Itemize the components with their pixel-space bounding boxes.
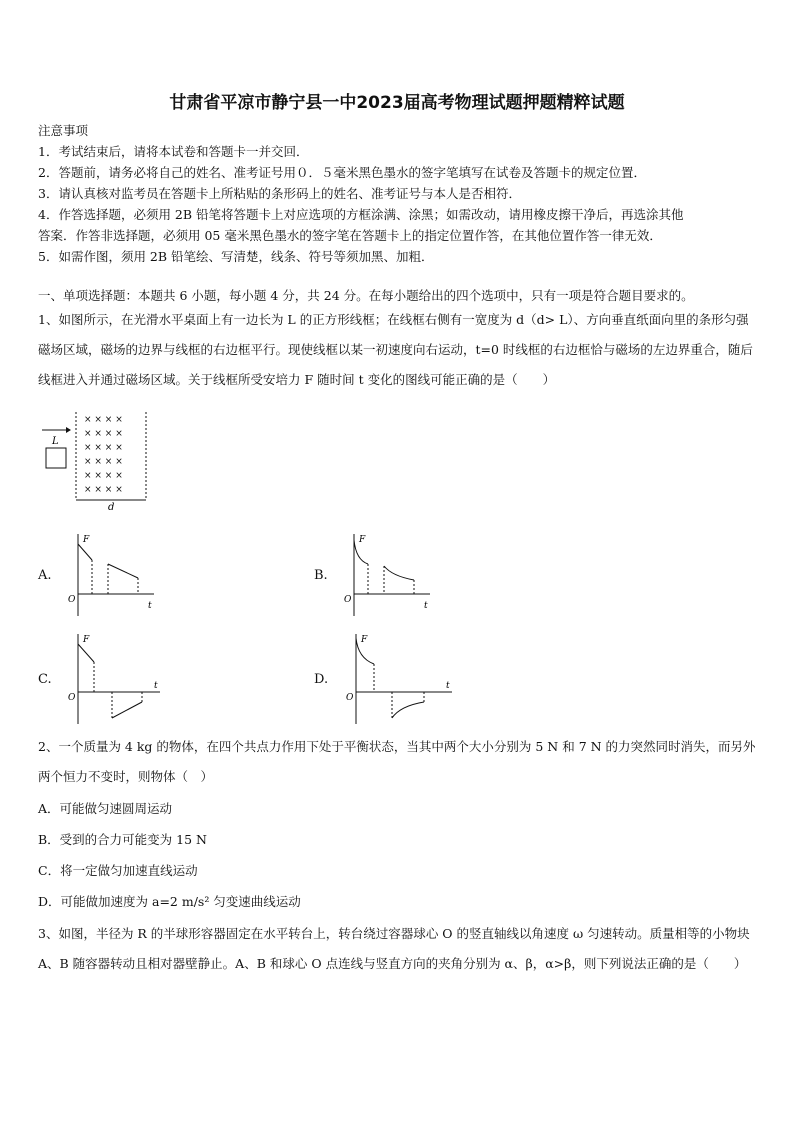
notes-item-5: 5．如需作图，须用 2B 铅笔绘、写清楚，线条、符号等须加黑、加粗． <box>38 249 434 264</box>
question-2-option-c: C．将一定做匀加速直线运动 <box>38 863 198 878</box>
option-c-label: C. <box>38 672 52 687</box>
t-axis-label: t <box>148 601 152 611</box>
notes-heading: 注意事项 <box>38 123 89 138</box>
question-2-option-a: A．可能做匀速圆周运动 <box>38 801 173 816</box>
question-2-option-b: B．受到的合力可能变为 15 N <box>38 832 207 847</box>
fig-label-L: L <box>52 436 59 447</box>
square-loop <box>46 448 66 468</box>
origin-label: O <box>68 595 76 605</box>
question-1-text: 1、如图所示，在光滑水平桌面上有一边长为 L 的正方形线框；在线框右侧有一宽度为 d（d> L）、方向垂直纸面向里的条形匀强磁场区域，磁场的边界与线框的右边框平行。现使线框以某一初速度向右运动，t=0 时线框的右边框恰与磁场的左边界重合，随后线框进入并通过磁场区域。关于线框所受安培力 F 随时间 t 变化的图线可能正确的是（ ） <box>38 312 753 387</box>
force-segment-2 <box>392 702 424 718</box>
notes-item-3: 3．请认真核对监考员在答题卡上所粘贴的条形码上的姓名、准考证号与本人是否相符． <box>38 186 521 201</box>
origin-label: O <box>344 595 352 605</box>
page-title: 甘肃省平凉市静宁县一中2023届高考物理试题押题精粹试题 <box>169 93 625 113</box>
t-axis-label: t <box>424 601 428 611</box>
svg-text:× × × ×: × × × × <box>84 429 123 439</box>
option-a-label: A. <box>38 568 52 583</box>
question-2-option-d: D．可能做加速度为 a=2 m/s² 匀变速曲线运动 <box>38 894 301 909</box>
svg-text:× × × ×: × × × × <box>84 443 123 453</box>
option-b-label: B. <box>314 568 328 583</box>
f-axis-label: F <box>359 535 366 545</box>
fig-label-d: d <box>108 502 115 513</box>
option-a-graph <box>64 530 164 620</box>
f-axis-label: F <box>83 635 90 645</box>
notes-item-4: 4．作答选择题，必须用 2B 铅笔将答题卡上对应选项的方框涂满、涂黑；如需改动，请用橡皮擦干净后，再选涂其他 <box>38 207 684 222</box>
q1-figure <box>38 408 158 514</box>
section-heading: 一、单项选择题：本题共 6 小题，每小题 4 分，共 24 分。在每小题给出的四个选项中，只有一项是符合题目要求的。 <box>38 288 694 303</box>
origin-label: O <box>68 693 76 703</box>
f-axis-label: F <box>83 535 90 545</box>
option-b-graph <box>340 530 440 620</box>
origin-label: O <box>346 693 354 703</box>
svg-text:× × × ×: × × × × <box>84 457 123 467</box>
svg-text:× × × ×: × × × × <box>84 471 123 481</box>
f-axis-label: F <box>361 635 368 645</box>
svg-text:× × × ×: × × × × <box>84 485 123 495</box>
option-c-graph <box>64 630 174 726</box>
question-3-text: 3、如图，半径为 R 的半球形容器固定在水平转台上，转台绕过容器球心 O 的竖直轴线以角速度 ω 匀速转动。质量相等的小物块 A、B 随容器转动且相对器壁静止。A、B 和球心 O 点连线与竖直方向的夹角分别为 α、β，α>β，则下列说法正确的是（ ） <box>38 926 750 971</box>
notes-item-4-cont: 答案．作答非选择题，必须用 05 毫米黑色墨水的签字笔在答题卡上的指定位置作答，在其他位置作答一律无效． <box>38 228 662 243</box>
question-2-text: 2、一个质量为 4 kg 的物体，在四个共点力作用下处于平衡状态，当其中两个大小分别为 5 N 和 7 N 的力突然同时消失，而另外两个恒力不变时，则物体（ ） <box>38 739 756 784</box>
force-segment-2 <box>112 702 142 718</box>
force-segment-2 <box>384 566 414 580</box>
arrowhead-icon <box>66 427 71 433</box>
t-axis-label: t <box>446 681 450 691</box>
force-segment-1 <box>78 644 94 662</box>
notes-item-2: 2．答题前，请务必将自己的姓名、准考证号用０．５毫米黑色墨水的签字笔填写在试卷及答题卡的规定位置． <box>38 165 646 180</box>
notes-item-1: 1．考试结束后，请将本试卷和答题卡一并交回． <box>38 144 309 159</box>
force-segment-1 <box>78 544 92 560</box>
t-axis-label: t <box>154 681 158 691</box>
force-segment-2 <box>108 564 138 578</box>
field-cross-marks <box>84 415 123 495</box>
svg-text:× × × ×: × × × × <box>84 415 123 425</box>
option-d-label: D. <box>314 672 329 687</box>
option-d-graph <box>342 630 462 726</box>
